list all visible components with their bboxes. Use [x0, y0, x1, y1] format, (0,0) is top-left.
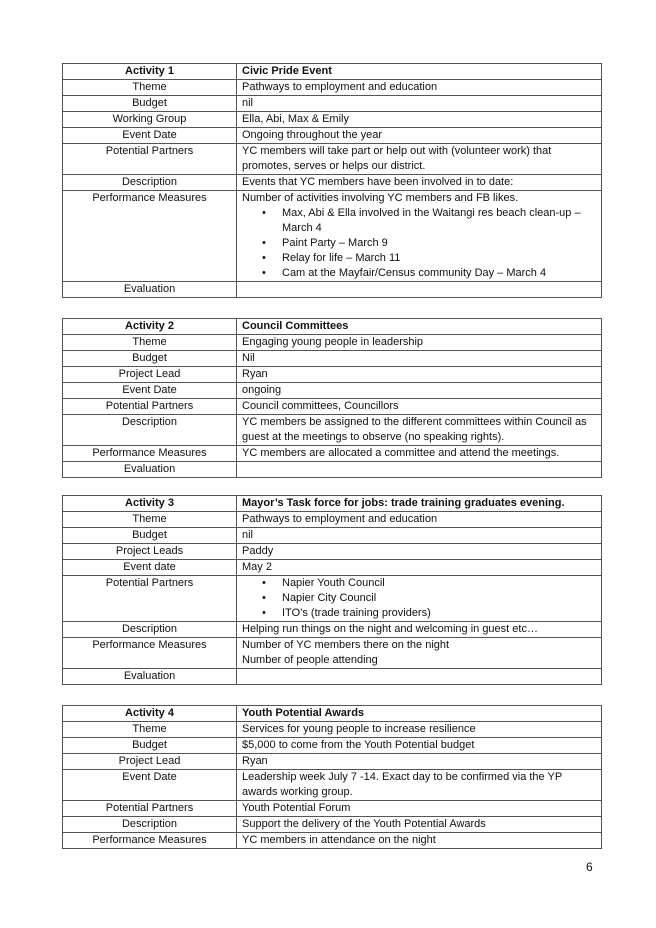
- page-number: 6: [586, 860, 593, 874]
- row-value: Youth Potential Forum: [237, 801, 602, 817]
- table-row: [63, 191, 602, 282]
- activity-title: Civic Pride Event: [237, 64, 602, 80]
- table-row: [63, 415, 602, 446]
- table-row: [63, 622, 602, 638]
- row-label: Evaluation: [63, 282, 237, 298]
- table-row: [63, 638, 602, 669]
- table-row: [63, 528, 602, 544]
- table-row: [63, 706, 602, 722]
- row-value: YC members be assigned to the different committees within Council as guest at the meetings to observe (no speaking rights).: [237, 415, 602, 446]
- table-row: [63, 282, 602, 298]
- row-value: Number of activities involving YC members and FB likes.: [242, 192, 519, 204]
- row-label: Budget: [63, 96, 237, 112]
- activity-label: Activity 4: [63, 706, 237, 722]
- activity-4-table: [62, 705, 602, 849]
- row-label: Event Date: [63, 383, 237, 399]
- table-row: [63, 462, 602, 478]
- row-value: [237, 462, 602, 478]
- row-label: Description: [63, 622, 237, 638]
- row-value: Pathways to employment and education: [237, 80, 602, 96]
- row-label: Working Group: [63, 112, 237, 128]
- table-row: [63, 112, 602, 128]
- table-row: [63, 544, 602, 560]
- row-value: Number of YC members there on the night: [242, 639, 450, 651]
- row-label: Event Date: [63, 128, 237, 144]
- table-row: [63, 722, 602, 738]
- table-row: [63, 512, 602, 528]
- row-label: Event date: [63, 560, 237, 576]
- row-label: Potential Partners: [63, 399, 237, 415]
- row-label: Project Lead: [63, 367, 237, 383]
- table-row: [63, 560, 602, 576]
- table-row: [63, 367, 602, 383]
- row-value: [237, 282, 602, 298]
- row-value: Ella, Abi, Max & Emily: [237, 112, 602, 128]
- row-label: Description: [63, 415, 237, 446]
- row-label: Description: [63, 175, 237, 191]
- row-value: May 2: [237, 560, 602, 576]
- row-label: Theme: [63, 512, 237, 528]
- list-item: • Napier City Council: [242, 591, 596, 606]
- activity-3-table: [62, 495, 602, 685]
- row-label: Theme: [63, 722, 237, 738]
- row-label: Performance Measures: [63, 191, 237, 282]
- bullet-list: [242, 206, 596, 281]
- list-item: • Paint Party – March 9: [242, 236, 596, 251]
- row-label: Theme: [63, 80, 237, 96]
- row-label: Project Leads: [63, 544, 237, 560]
- table-row: [63, 335, 602, 351]
- row-value: Council committees, Councillors: [237, 399, 602, 415]
- table-row: [63, 817, 602, 833]
- table-row: [63, 446, 602, 462]
- row-label: Project Lead: [63, 754, 237, 770]
- activity-label: Activity 2: [63, 319, 237, 335]
- row-label: Evaluation: [63, 462, 237, 478]
- row-value: Ryan: [237, 367, 602, 383]
- row-value: Leadership week July 7 -14. Exact day to be confirmed via the YP awards working group.: [237, 770, 602, 801]
- row-value: Nil: [237, 351, 602, 367]
- bullet-list: [242, 576, 596, 621]
- table-row: [63, 399, 602, 415]
- table-row: [63, 351, 602, 367]
- row-label: Theme: [63, 335, 237, 351]
- list-item: • Napier Youth Council: [242, 576, 596, 591]
- row-value-multi: [237, 638, 602, 669]
- table-row: [63, 80, 602, 96]
- row-value: Services for young people to increase resilience: [237, 722, 602, 738]
- row-label: Evaluation: [63, 669, 237, 685]
- table-row: [63, 319, 602, 335]
- row-label: Performance Measures: [63, 446, 237, 462]
- row-value: nil: [237, 96, 602, 112]
- table-row: [63, 175, 602, 191]
- table-row: [63, 669, 602, 685]
- activity-title: Mayor’s Task force for jobs: trade training graduates evening.: [237, 496, 602, 512]
- activity-1-table: [62, 63, 602, 298]
- activity-2-table: [62, 318, 602, 478]
- row-label: Performance Measures: [63, 638, 237, 669]
- table-row: [63, 801, 602, 817]
- row-value: YC members will take part or help out with (volunteer work) that promotes, serves or helps our district.: [237, 144, 602, 175]
- row-value: Helping run things on the night and welcoming in guest etc…: [237, 622, 602, 638]
- activity-label: Activity 3: [63, 496, 237, 512]
- table-row: [63, 576, 602, 622]
- row-value: YC members in attendance on the night: [237, 833, 602, 849]
- table-row: [63, 754, 602, 770]
- list-item: • Relay for life – March 11: [242, 251, 596, 266]
- list-item: • ITO’s (trade training providers): [242, 606, 596, 621]
- activity-title: Council Committees: [237, 319, 602, 335]
- list-item: • Max, Abi & Ella involved in the Waitangi res beach clean-up – March 4: [242, 206, 596, 236]
- row-value: Pathways to employment and education: [237, 512, 602, 528]
- row-label: Description: [63, 817, 237, 833]
- row-value-list: [237, 576, 602, 622]
- row-label: Potential Partners: [63, 576, 237, 622]
- table-row: [63, 770, 602, 801]
- row-value: nil: [237, 528, 602, 544]
- activity-title: Youth Potential Awards: [237, 706, 602, 722]
- row-label: Potential Partners: [63, 801, 237, 817]
- table-row: [63, 96, 602, 112]
- row-value: Number of people attending: [242, 654, 378, 666]
- table-row: [63, 833, 602, 849]
- table-row: [63, 64, 602, 80]
- row-value: Engaging young people in leadership: [237, 335, 602, 351]
- row-value: Events that YC members have been involved in to date:: [237, 175, 602, 191]
- row-value: Paddy: [237, 544, 602, 560]
- table-row: [63, 496, 602, 512]
- row-label: Budget: [63, 528, 237, 544]
- row-value: Ryan: [237, 754, 602, 770]
- row-value-list: [237, 191, 602, 282]
- row-label: Event Date: [63, 770, 237, 801]
- row-label: Budget: [63, 351, 237, 367]
- table-row: [63, 383, 602, 399]
- table-row: [63, 128, 602, 144]
- row-value: [237, 669, 602, 685]
- table-row: [63, 144, 602, 175]
- row-value: Support the delivery of the Youth Potential Awards: [237, 817, 602, 833]
- row-value: $5,000 to come from the Youth Potential budget: [237, 738, 602, 754]
- row-value: YC members are allocated a committee and attend the meetings.: [237, 446, 602, 462]
- activity-label: Activity 1: [63, 64, 237, 80]
- table-row: [63, 738, 602, 754]
- row-label: Potential Partners: [63, 144, 237, 175]
- row-value: Ongoing throughout the year: [237, 128, 602, 144]
- row-label: Budget: [63, 738, 237, 754]
- list-item: • Cam at the Mayfair/Census community Day – March 4: [242, 266, 596, 281]
- row-value: ongoing: [237, 383, 602, 399]
- row-label: Performance Measures: [63, 833, 237, 849]
